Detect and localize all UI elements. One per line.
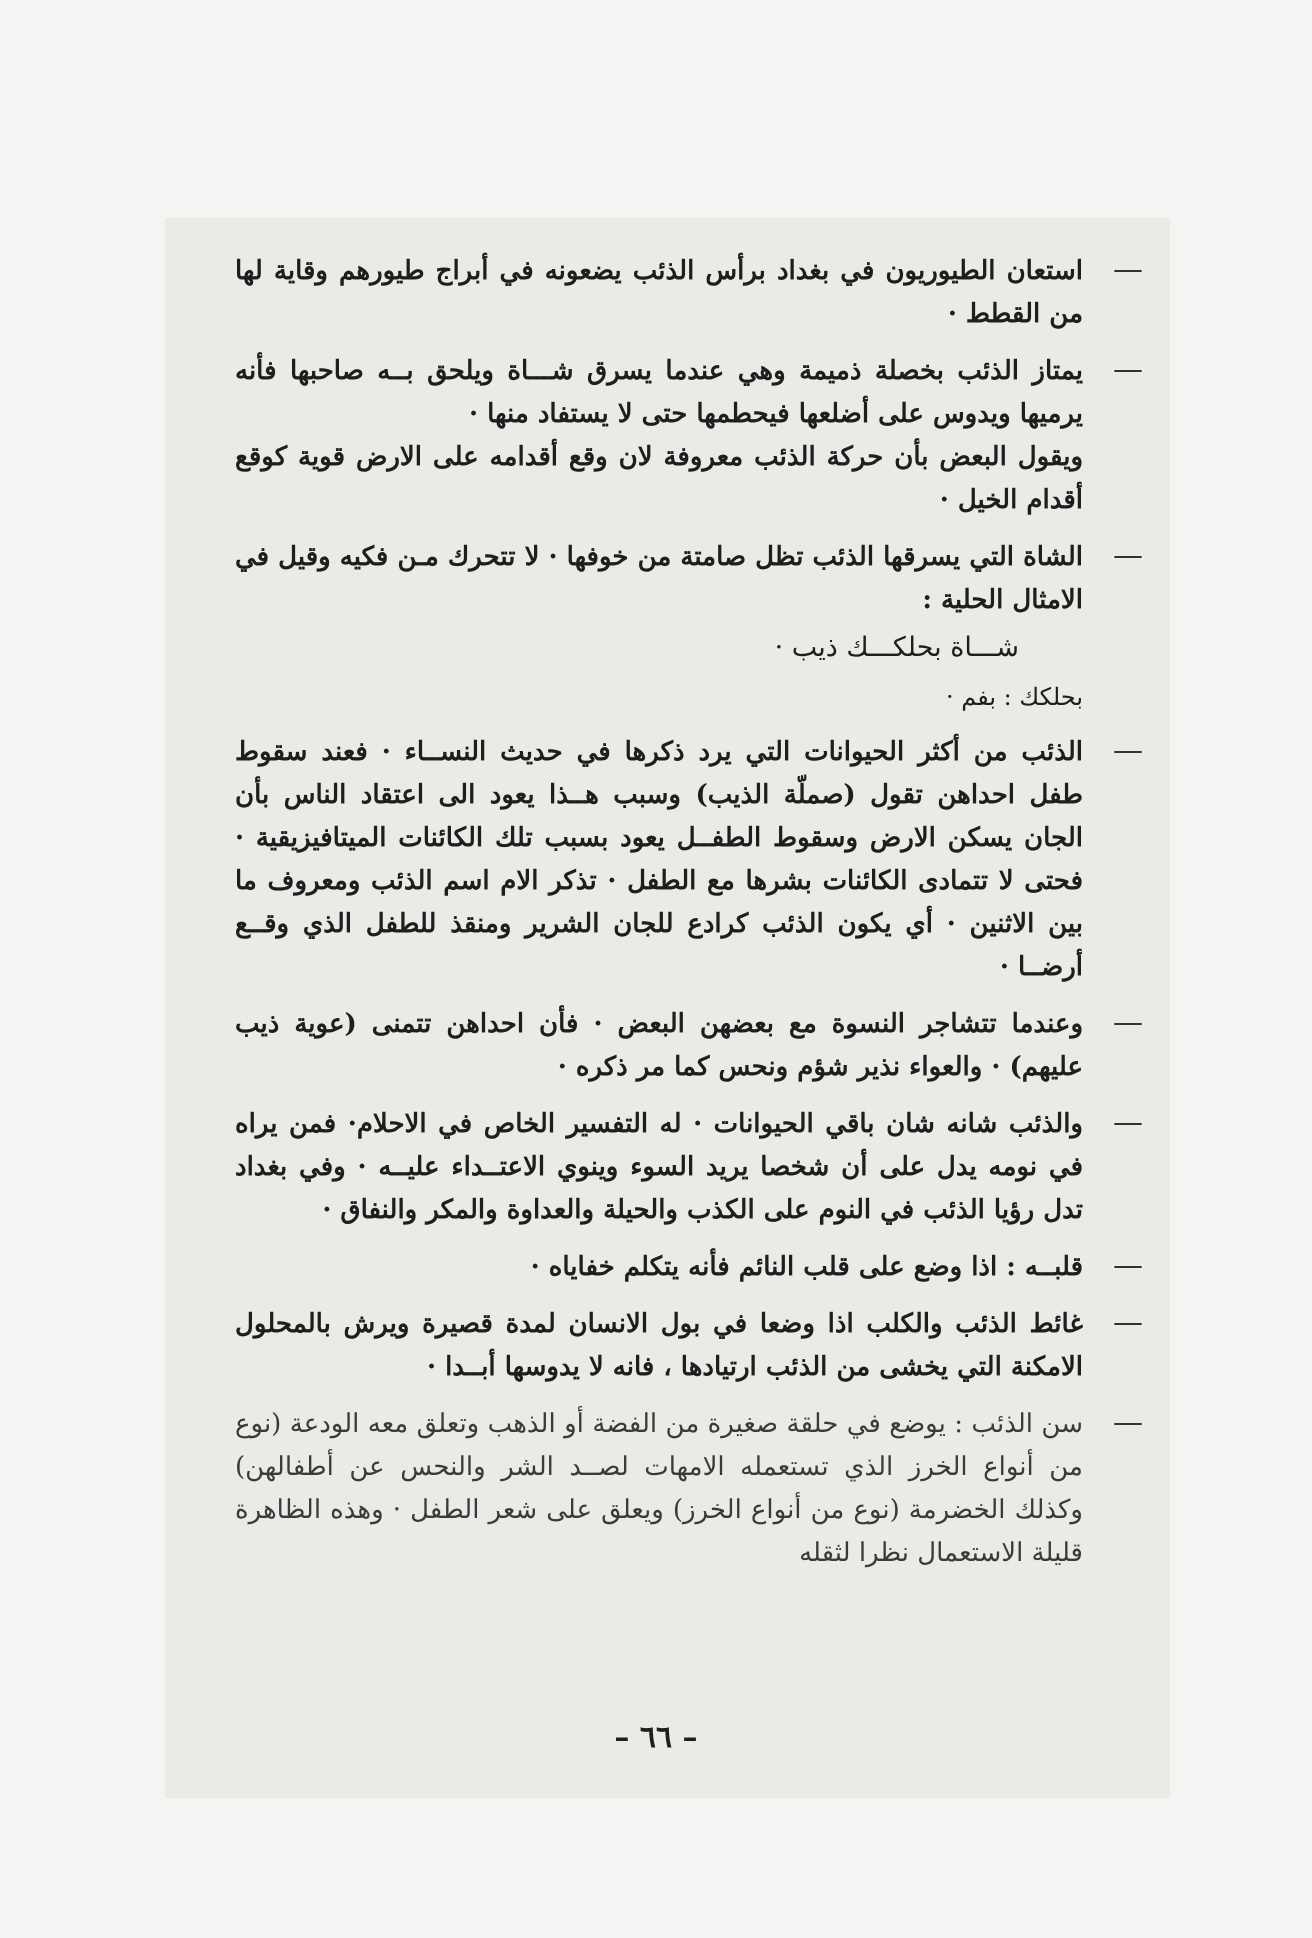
paragraph: الذئب من أكثر الحيوانات التي يرد ذكرها في حديث النســاء · فعند سقوط طفل احداهن تقول (صملّة الذيب) وسبب هــذا يعود الى اعتقاد الناس بأن الجان يسكن الارض وسقوط الطفــل يعود بسبب تلك الكائنات الميتافيزيقية · فحتى لا تتمادى الكائنات بشرها مع الطفل · تذكر الام اسم الذئب ومعروف ما بين الاثنين · أي يكون الذئب كرادع للجان الشرير ومنقذ للطفل الذي وقــع أرضــا · [235, 737, 1083, 982]
document-body [235, 250, 1143, 1589]
list-item [235, 250, 1143, 336]
bullet-dash: — [1113, 733, 1143, 768]
page-number: – ٦٦ – [614, 1720, 698, 1755]
proverb-gloss: بحلكك : بفم · [946, 683, 1083, 711]
bullet-dash: — [1113, 1248, 1143, 1283]
list-item [235, 731, 1143, 989]
bullet-dash: — [1113, 252, 1143, 287]
list-item [235, 1003, 1143, 1089]
list-item [235, 1403, 1143, 1575]
paragraph: استعان الطيوريون في بغداد برأس الذئب يضعونه في أبراج طيورهم وقاية لها من القطط · [235, 256, 1083, 329]
list-item [235, 536, 1143, 717]
bullet-dash: — [1113, 1105, 1143, 1140]
bullet-dash: — [1113, 1305, 1143, 1340]
bullet-dash: — [1113, 1005, 1143, 1040]
paragraph: يمتاز الذئب بخصلة ذميمة وهي عندما يسرق شـــاة ويلحق بــه صاحبها فأنه يرميها ويدوس على أضلعها فيحطمها حتى لا يستفاد منها · [235, 356, 1083, 429]
paragraph: الشاة التي يسرقها الذئب تظل صامتة من خوفها · لا تتحرك مـن فكيه وقيل في الامثال الحلية : [235, 542, 1083, 615]
paragraph: قلبــه : اذا وضع على قلب النائم فأنه يتكلم خفاياه · [530, 1252, 1083, 1282]
bullet-dash: — [1113, 1405, 1143, 1440]
paragraph: ويقول البعض بأن حركة الذئب معروفة لان وقع أقدامه على الارض قوية كوقع أقدام الخيل · [235, 442, 1083, 515]
list-item [235, 1303, 1143, 1389]
paragraph: غائط الذئب والكلب اذا وضعا في بول الانسان لمدة قصيرة ويرش بالمحلول الامكنة التي يخشى من الذئب ارتيادها ، فانه لا يدوسها أبــدا · [235, 1309, 1083, 1382]
bullet-dash: — [1113, 538, 1143, 573]
paragraph: والذئب شانه شان باقي الحيوانات · له التفسير الخاص في الاحلام· فمن يراه في نومه يدل على أن شخصا يريد السوء وينوي الاعتــداء عليــه · وفي بغداد تدل رؤيا الذئب في النوم على الكذب والحيلة والعداوة والمكر والنفاق · [235, 1109, 1083, 1225]
bullet-dash: — [1113, 352, 1143, 387]
list-item [235, 1246, 1143, 1289]
proverb-verse: شـــاة بحلكـــك ذيب · [774, 632, 1019, 663]
paragraph: سن الذئب : يوضع في حلقة صغيرة من الفضة أو الذهب وتعلق معه الودعة (نوع من أنواع الخرز الذي تستعمله الامهات لصــد الشر والنحس عن أطفالهن) وكذلك الخضرمة (نوع من أنواع الخرز) ويعلق على شعر الطفل · وهذه الظاهرة قليلة الاستعمال نظرا لثقله [235, 1409, 1083, 1568]
list-item [235, 1103, 1143, 1232]
list-item [235, 350, 1143, 522]
paragraph: وعندما تتشاجر النسوة مع بعضهن البعض · فأن احداهن تتمنى (عوية ذيب عليهم) · والعواء نذير شؤم ونحس كما مر ذكره · [235, 1009, 1083, 1082]
